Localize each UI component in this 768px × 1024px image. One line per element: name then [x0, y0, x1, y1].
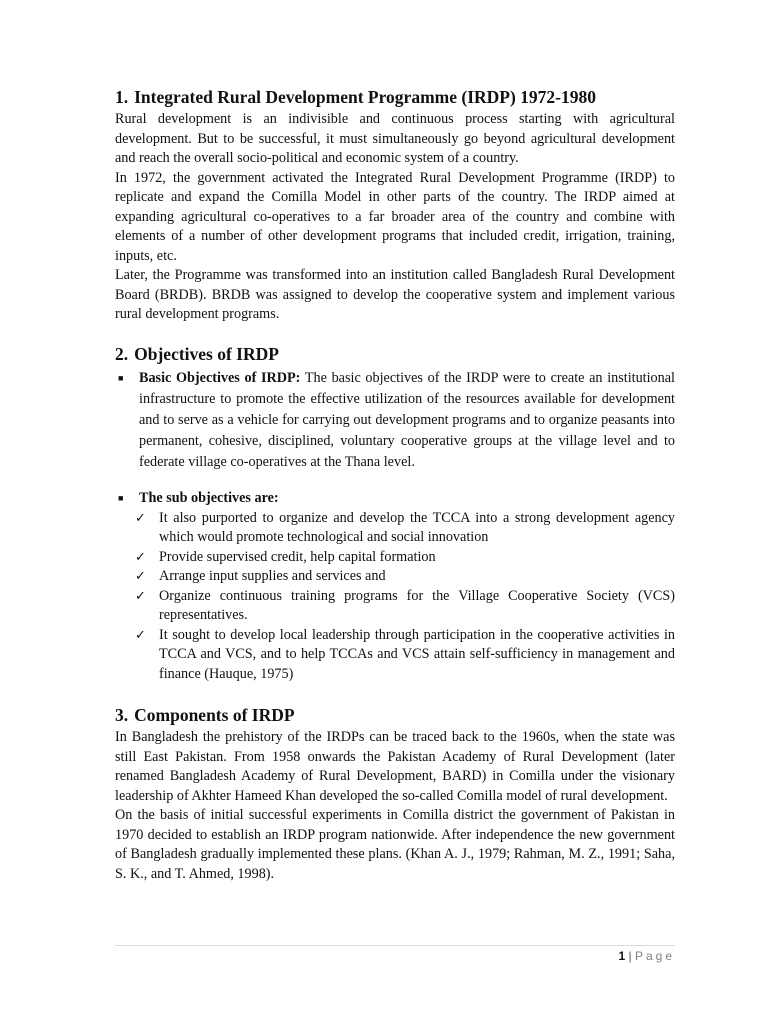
section-heading: 3. Components of IRDP [115, 705, 295, 725]
square-bullet-icon: ■ [118, 492, 124, 503]
footer-divider [115, 945, 675, 946]
square-bullet-icon: ■ [118, 372, 124, 383]
checkmark-icon: ✓ [135, 627, 146, 643]
basic-objectives-label: Basic Objectives of IRDP: [139, 369, 301, 386]
list-item: ✓ Organize continuous training programs for the Village Cooperative Society (VCS) representatives. [135, 587, 675, 623]
section-objectives [115, 343, 675, 685]
paragraph: In Bangladesh the prehistory of the IRDPs can be traced back to the 1960s, when the state was still East Pakistan. From 1958 onwards the Pakistan Academy of Rural Development (later renamed Bangladesh Academy of Rural Development, BARD) in Comilla under the visionary leadership of Akhter Hameed Khan developed the so-called Comilla model of rural development. [115, 729, 675, 804]
list-item: ✓ It also purported to organize and develop the TCCA into a strong development agency which would promote technological and social innovation [135, 509, 675, 545]
section-components [115, 704, 675, 884]
sub-objectives-list [135, 509, 675, 685]
list-item: ■ Basic Objectives of IRDP: The basic objectives of the IRDP were to create an institutional infrastructure to promote the effective utilization of the resources available for development and to serve as a vehicle for carrying out development programs and to organize peasants into permanent, cohesive, disciplined, voluntary cooperative groups at the village level and to federate village co-operatives at the Thana level. [118, 369, 675, 470]
list-item: ✓ Arrange input supplies and services and [135, 567, 675, 587]
paragraph: In 1972, the government activated the Integrated Rural Development Programme (IRDP) to replicate and expand the Comilla Model in other parts of the country. The IRDP aimed at expanding agricultural co-operatives to a far broader area of the country and combine with elements of a number of other development programs that included credit, irrigation, training, inputs, etc. [115, 169, 675, 264]
paragraph: Later, the Programme was transformed into an institution called Bangladesh Rural Development Board (BRDB). BRDB was assigned to develop the cooperative system and implement various rural development programs. [115, 267, 675, 322]
list-item: ✓ It sought to develop local leadership through participation in the cooperative activities in TCCA and VCS, and to help TCCAs and VCS attain self-sufficiency in management and finance (Hauque, 1975) [135, 626, 675, 682]
page-label: Page [634, 949, 675, 963]
paragraph: On the basis of initial successful experiments in Comilla district the government of Pakistan in 1970 decided to establish an IRDP program nationwide. After independence the new government of Bangladesh gradually implemented these plans. (Khan A. J., 1979; Rahman, M. Z., 1991; Saha, S. K., and T. Ahmed, 1998). [115, 807, 675, 882]
section-heading: 1. Integrated Rural Development Programme (IRDP) 1972-1980 [115, 87, 596, 107]
page-number: 1 [618, 949, 626, 963]
document-page [115, 86, 675, 902]
objectives-list [115, 368, 675, 685]
checkmark-icon: ✓ [135, 569, 146, 584]
section-irdp-intro [115, 86, 675, 325]
section-heading: 2. Objectives of IRDP [115, 343, 279, 364]
paragraph: Rural development is an indivisible and continuous process starting with agricultural development. But to be successful, it must simultaneously go beyond agricultural development and reach the overall socio-political and economic system of a country. [115, 111, 675, 166]
checkmark-icon: ✓ [135, 588, 146, 604]
checkmark-icon: ✓ [135, 549, 146, 565]
page-footer [115, 949, 675, 963]
checkmark-icon: ✓ [135, 510, 146, 526]
footer-separator: | [628, 949, 632, 963]
list-item [115, 488, 675, 685]
list-item: ✓ Provide supervised credit, help capital formation [135, 548, 675, 568]
sub-objectives-label: The sub objectives are: [139, 489, 279, 506]
